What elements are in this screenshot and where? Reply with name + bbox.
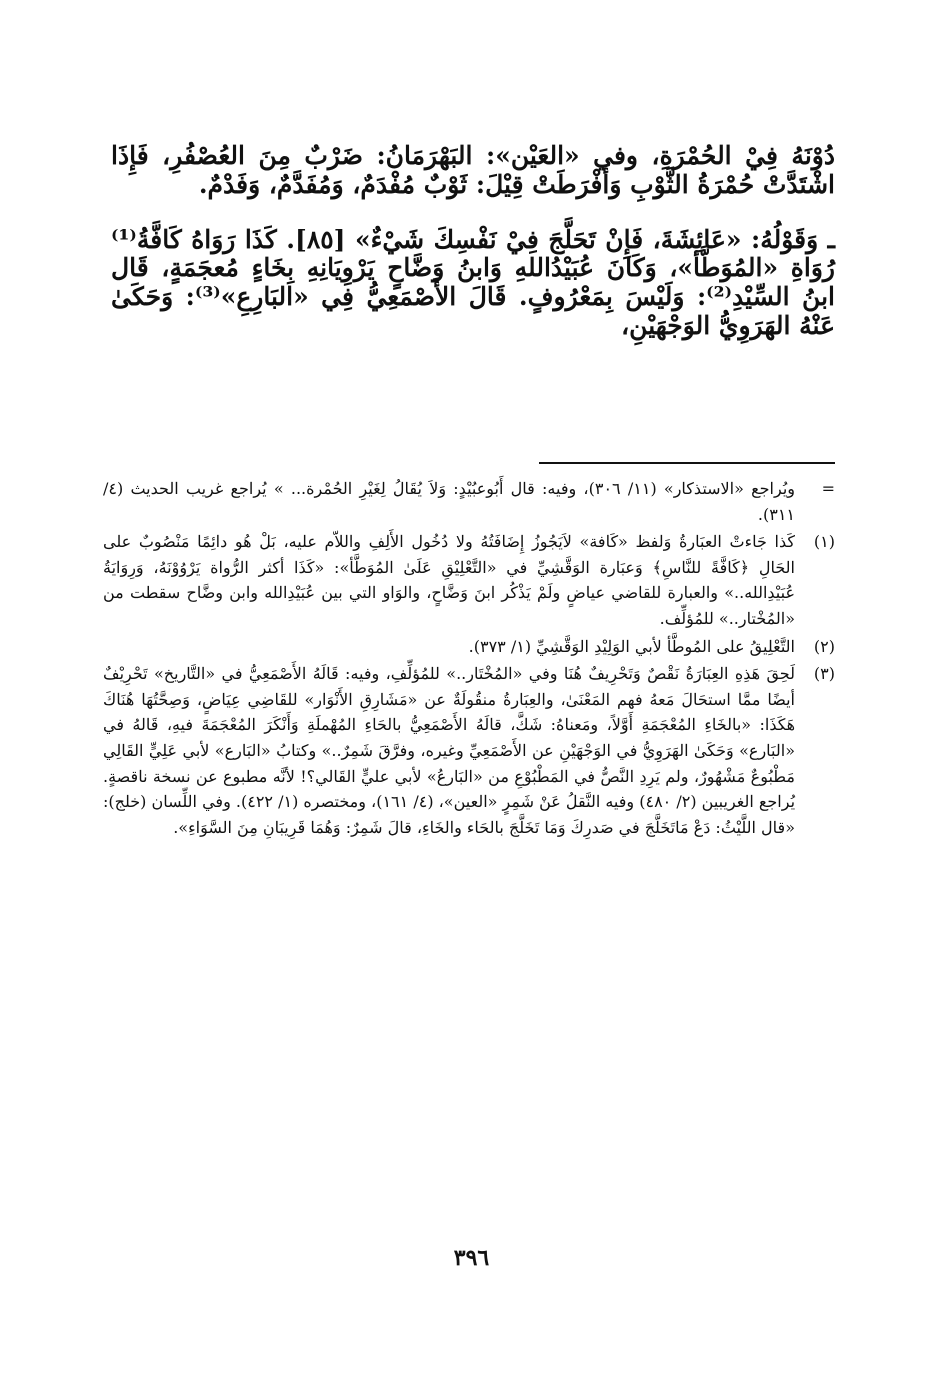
page-number: ٣٩٦ xyxy=(453,1245,490,1271)
main-paragraph-1: دُوْنَهُ فِيْ الحُمْرَةِ، وفي «العَيْن»: البَهْرَمَانُ: ضَرْبٌ مِنَ العُصْفُرِ، فَإِذَا اشْتَدَّتْ حُمْرَةُ الثَّوْبِ وَأَفْرَطَتْ قِيْلَ: ثَوْبٌ مُفْدَمٌ، وَمُفَدَّمٌ، وَفَدْمٌ. xyxy=(111,141,835,199)
footnote-2 xyxy=(103,634,835,660)
footnote-number: (٣) xyxy=(813,664,835,684)
footnote-text: التَّعْلِيقُ على المُوطَّأ لأبي الوَلِيْدِ الوَقَّشِيِّ (١/ ٣٧٣). xyxy=(468,636,795,656)
footnotes-block xyxy=(103,476,835,842)
footnote-text: كَذا جَاءتْ العبَارةُ وَلفظ «كَافة» لاَيَجُوزُ إِضَافَتُهُ ولا دُخُول الأَلِفِ واللاّم عليه، بَلْ هُو دائِمًا مَنْصُوبٌ على الحَالِ ﴿كَافَّةً للنَّاسِ﴾ وَعبَارة الوَقَّشِيِّ في «التَّعْلِيْقِ عَلَىٰ المُوَطَّأ»: «كَذَا أكثر الرُّواة يَرْوُوْنَهُ، وَرِوَايَةُ عُبَيْدِالله..» والعبارة للقاضي عياضٍ ولَمْ يَذْكُر ابنَ وَضَّاحٍ، والوَاو التي بين عُبَيْدِالله وابن وضَّاح سقطت من «المُخْتار..» للمُؤلِّف. xyxy=(103,532,796,628)
footnote-separator-line xyxy=(539,462,835,464)
footnote-text: لَحِقَ هَذِهِ العِبَارَةُ نَقْصٌ وَتَحْرِيفٌ هُنَا وفي «المُخْتَار..» للمُؤلِّفِ، وفيه: قَالَهُ الأَصْمَعِيُّ في «التَّاريخ» تَحْرِيْفٌ أيضًا ممَّا استحَالَ مَعهُ فهم المَعْنَىٰ، والعِبَارةُ منقُولَةٌ عن «مَشَارِقِ الأَنْوَار» للقَاضِي عِيَاضٍ، وَصِحَّتُهَا هُنَاكَ هَكَذَا: «بالخَاءِ المُعْجَمَةِ أَوَّلاً، ومَعناهُ: شَكَّ، قالَهُ الأَصْمَعِيُّ بالحَاءِ المُهْملَةِ وَأَنْكَرَ المُعْجَمَةَ فيهِ، قَالهُ في «البَارع» وَحَكَىٰ الهَرَوِيُّ في الوَجْهَيْنِ عن الأَصْمَعِيِّ وغيره، وفرَّقَ شَمِرٌ..» وكتابُ «البَارع» لأبي عَلِيٍّ القَالِي مَطْبُوعٌ مَشْهُورٌ، ولم يَرِدِ النَّصُّ في المَطْبُوْعِ من «البَارعُ» لأبي عليٍّ القَالي؟! لأنَّه مطبوع عن نسخة ناقصةٍ. يُراجع الغريبين (٢/ ٤٨٠) وفيه النَّقلُ عَنْ شَمِرٍ «العين»، (٤/ ١٦١)، ومختصره (١/ ٤٢٢). وفي اللِّسان (خلج): «قال اللَّيْثُ: دَعْ مَاتَخَلَّجَ في صَدرِكَ وَمَا تَخَلَّجَ بالحَاء والخَاءِ، قالَ شَمِرٌ: وَهُمَا قَرِيبَانِ مِنَ السَّوَاءِ». xyxy=(103,664,796,837)
footnote-1 xyxy=(103,529,835,631)
footnote-number: (٢) xyxy=(813,636,835,656)
footnote-text: ويُراجع «الاستذكار» (١١/ ٣٠٦)، وفيه: قال أَبُوعبُيْدٍ: وَلاَ يُقَالُ لِغَيْرِ الحُمْرة... » يُراجع غريب الحديث (٤/ ٣١١). xyxy=(103,479,795,524)
main-text-block xyxy=(111,142,835,341)
main-paragraph-2: ـ وَقَوْلُهُ: «عَائِشَةَ، فَإِنْ تَحَلَّجَ فِيْ نَفْسِكَ شَيْءٌ» [٨٥]. كَذَا رَوَاهُ كَافَّةُ⁽¹⁾ رُوَاةِ «المُوَطَّأ»، وَكَانَ عُبَيْدُاللهِ وَابنُ وَضَّاحٍ يَرْوِيَانِهِ بِخَاءٍ مُعجَمَةٍ، قَال ابنُ السِّيْدِ⁽²⁾: وَلَيْسَ بِمَعْرُوفٍ. قَالَ الأَصْمَعِيُّ فِي «البَارِعِ»⁽³⁾: وَحَكَىٰ عَنْهُ الهَرَوِيُّ الوَجْهَيْنِ، xyxy=(111,224,835,340)
footnote-number: (١) xyxy=(813,532,835,552)
footnote-3 xyxy=(103,661,835,840)
footnote-marker: = xyxy=(821,479,835,498)
footnote-continuation xyxy=(103,476,835,527)
